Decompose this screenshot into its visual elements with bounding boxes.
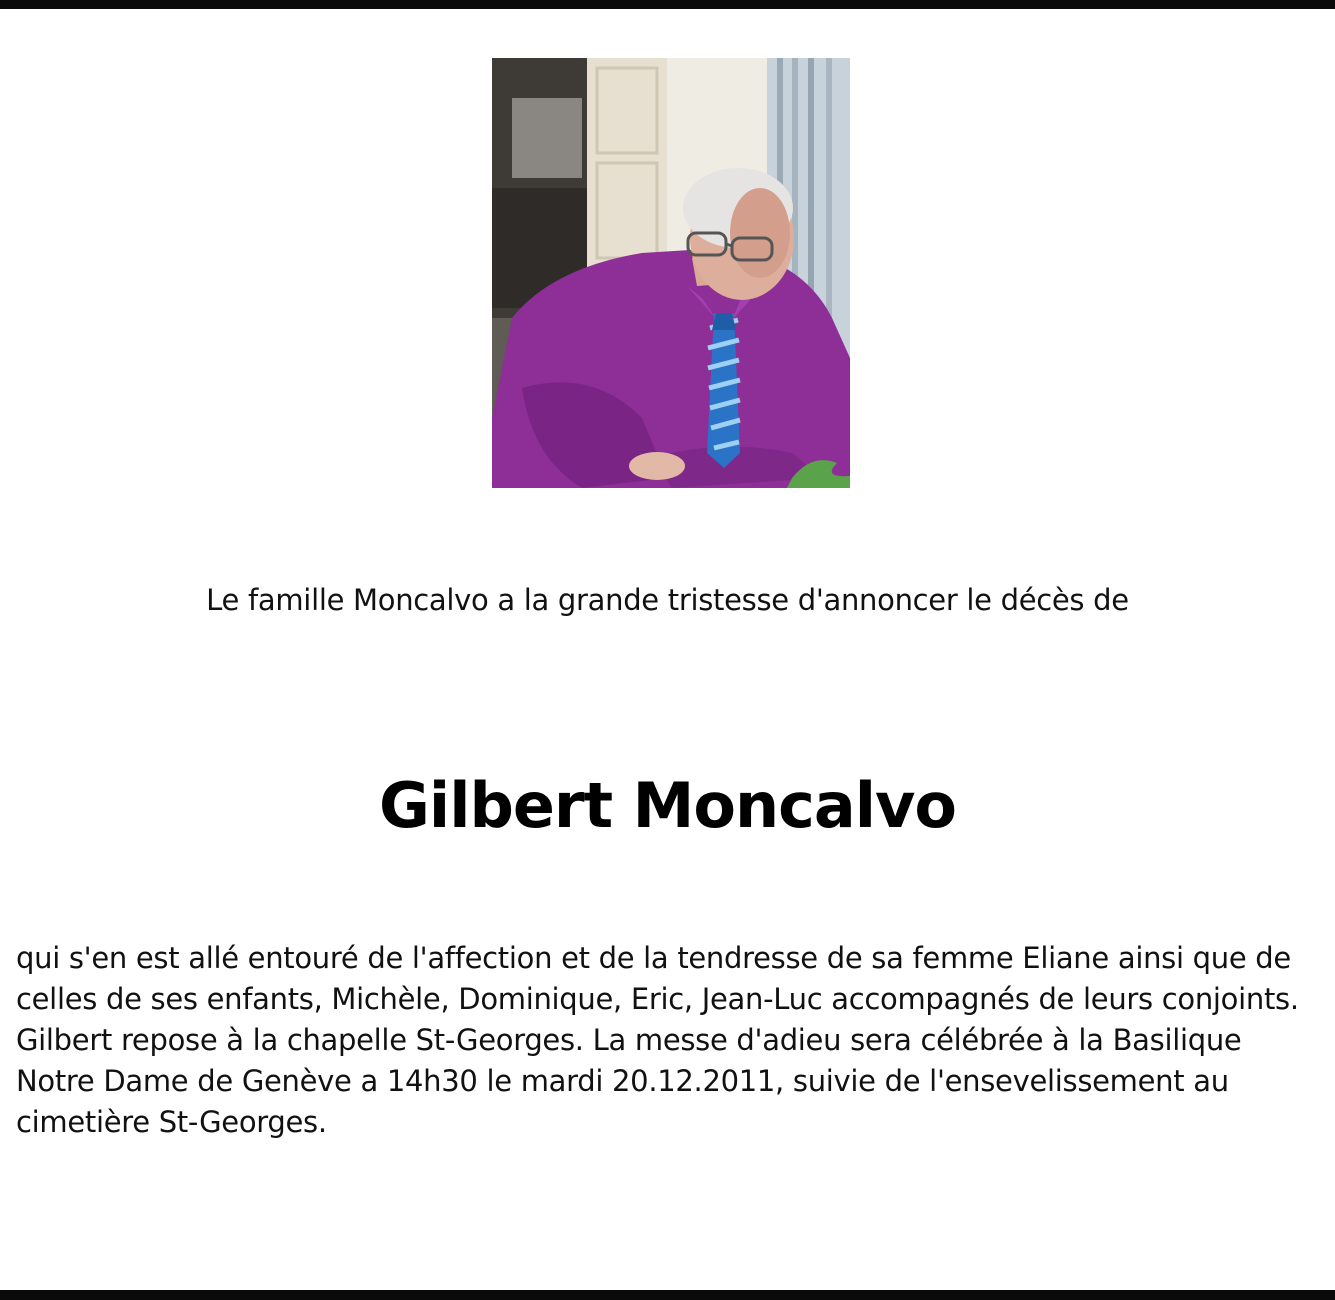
deceased-name: Gilbert Moncalvo xyxy=(379,769,956,842)
announcement-intro: Le famille Moncalvo a la grande tristesse d'annoncer le décès de xyxy=(206,583,1129,617)
obituary-body xyxy=(16,938,1321,1143)
portrait-photo xyxy=(492,58,850,488)
bottom-border-rule xyxy=(0,1290,1335,1300)
funeral-details-paragraph: Gilbert repose à la chapelle St-Georges. La messe d'adieu sera célébrée à la Basilique Notre Dame de Genève a 14h30 le mardi 20.12.2011, suivie de l'ensevelissement au cimetière St-Georges. xyxy=(16,1023,1242,1139)
top-border-rule xyxy=(0,0,1335,9)
family-paragraph: qui s'en est allé entouré de l'affection et de la tendresse de sa femme Eliane ainsi que de celles de ses enfants, Michèle, Dominique, Eric, Jean-Luc accompagnés de leurs conjoints. xyxy=(16,941,1299,1016)
